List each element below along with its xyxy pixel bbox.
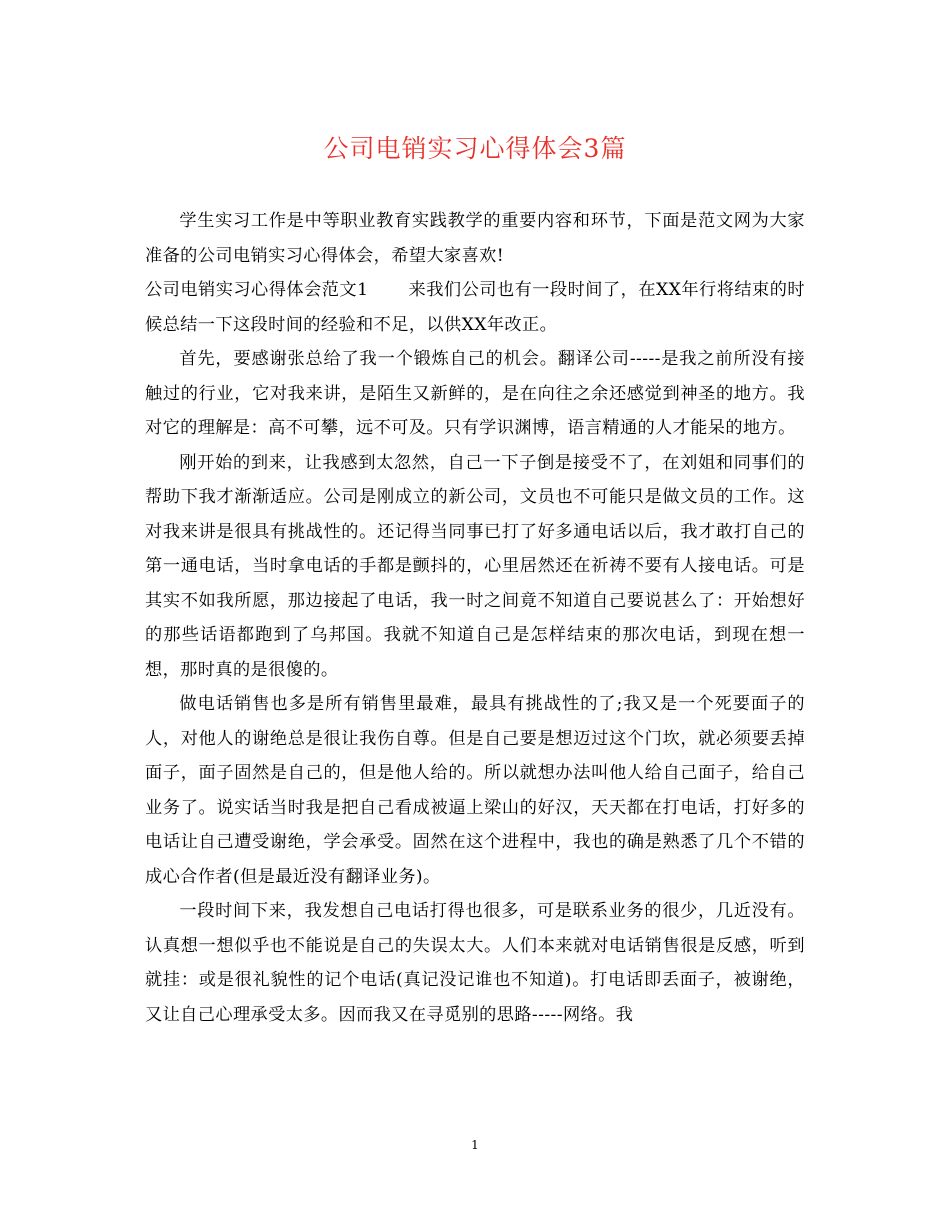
document-body	[145, 204, 805, 1032]
page-number: 1	[471, 1138, 479, 1152]
section-heading: 公司电销实习心得体会范文1	[145, 280, 369, 300]
section-paragraph	[145, 273, 805, 342]
body-paragraph: 刚开始的到来，让我感到太忽然，自己一下子倒是接受不了，在刘姐和同事们的帮助下我才渐渐适应。公司是刚成立的新公司，文员也不可能只是做文员的工作。这对我来讲是很具有挑战性的。还记得当同事已打了好多通电话以后，我才敢打自己的第一通电话，当时拿电话的手都是颤抖的，心里居然还在祈祷不要有人接电话。可是其实不如我所愿，那边接起了电话，我一时之间竟不知道自己要说甚么了：开始想好的那些话语都跑到了乌邦国。我就不知道自己是怎样结束的那次电话，到现在想一想，那时真的是很傻的。	[145, 452, 805, 680]
intro-paragraph: 学生实习工作是中等职业教育实践教学的重要内容和环节，下面是范文网为大家准备的公司电销实习心得体会，希望大家喜欢!	[145, 211, 805, 266]
body-paragraph: 首先，要感谢张总给了我一个锻炼自己的机会。翻译公司-----是我之前所没有接触过的行业，它对我来讲，是陌生又新鲜的，是在向往之余还感觉到神圣的地方。我对它的理解是：高不可攀，远不可及。只有学识渊博，语言精通的人才能呆的地方。	[145, 349, 805, 438]
section-intro: 来我们公司也有一段时间了，在XX年行将结束的时候总结一下这段时间的经验和不足，以供XX年改正。	[145, 280, 805, 335]
body-paragraph: 一段时间下来，我发想自己电话打得也很多，可是联系业务的很少，几近没有。认真想一想似乎也不能说是自己的失误太大。人们本来就对电话销售很是反感，听到就挂：或是很礼貌性的记个电话(真记没记谁也不知道)。打电话即丢面子，被谢绝，又让自己心理承受太多。因而我又在寻觅别的思路-----网络。我	[145, 901, 805, 1025]
body-paragraph: 做电话销售也多是所有销售里最难，最具有挑战性的了;我又是一个死要面子的人，对他人的谢绝总是很让我伤自尊。但是自己要是想迈过这个门坎，就必须要丢掉面子，面子固然是自己的，但是他人给的。所以就想办法叫他人给自己面子，给自己业务了。说实话当时我是把自己看成被逼上梁山的好汉，天天都在打电话，打好多的电话让自己遭受谢绝，学会承受。固然在这个进程中，我也的确是熟悉了几个不错的成心合作者(但是最近没有翻译业务)。	[145, 694, 805, 887]
document-title: 公司电销实习心得体会3篇	[323, 134, 627, 163]
